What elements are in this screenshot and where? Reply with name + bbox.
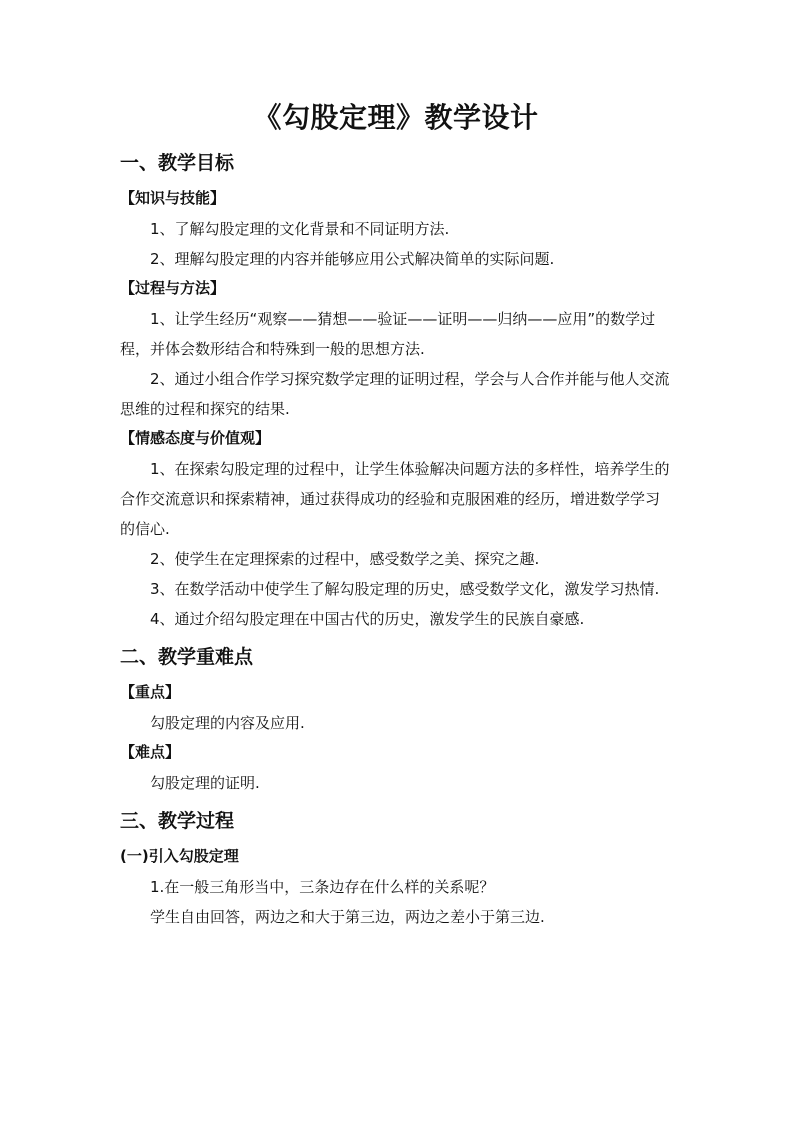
subheading-difficult-point: 【难点】 <box>120 743 181 761</box>
subheading-key-point: 【重点】 <box>120 683 181 701</box>
section-heading-objectives: 一、教学目标 <box>120 152 235 174</box>
paragraph: 勾股定理的证明. <box>150 774 260 792</box>
section-heading-key-difficult: 二、教学重难点 <box>120 646 254 668</box>
section-heading-process: 三、教学过程 <box>120 810 235 832</box>
paragraph: 3、在数学活动中使学生了解勾股定理的历史，感受数学文化，激发学习热情. <box>150 580 660 598</box>
document-title: 《勾股定理》教学设计 <box>253 101 539 134</box>
paragraph: 1、在探索勾股定理的过程中，让学生体验解决问题方法的多样性，培养学生的合作交流意识和探索精神，通过获得成功的经验和克服困难的经历，增进数学学习的信心. <box>120 460 670 538</box>
paragraph: 1.在一般三角形当中，三条边存在什么样的关系呢？ <box>150 878 495 896</box>
paragraph: 4、通过介绍勾股定理在中国古代的历史，激发学生的民族自豪感. <box>150 610 585 628</box>
paragraph: 2、理解勾股定理的内容并能够应用公式解决简单的实际问题. <box>150 250 555 268</box>
subheading-introduce-theorem: (一)引入勾股定理 <box>120 847 239 865</box>
paragraph: 2、使学生在定理探索的过程中，感受数学之美、探究之趣. <box>150 550 540 568</box>
subheading-attitudes-values: 【情感态度与价值观】 <box>120 429 271 447</box>
paragraph: 2、通过小组合作学习探究数学定理的证明过程，学会与人合作并能与他人交流思维的过程和探究的结果. <box>120 370 670 418</box>
paragraph: 1、让学生经历“观察——猜想——验证——证明——归纳——应用”的数学过程，并体会数形结合和特殊到一般的思想方法. <box>120 310 656 358</box>
paragraph: 学生自由回答，两边之和大于第三边，两边之差小于第三边. <box>150 908 545 926</box>
subheading-knowledge-skills: 【知识与技能】 <box>120 189 226 207</box>
subheading-process-methods: 【过程与方法】 <box>120 279 226 297</box>
paragraph: 勾股定理的内容及应用. <box>150 714 305 732</box>
document-body <box>120 98 672 932</box>
paragraph: 1、了解勾股定理的文化背景和不同证明方法. <box>150 220 450 238</box>
